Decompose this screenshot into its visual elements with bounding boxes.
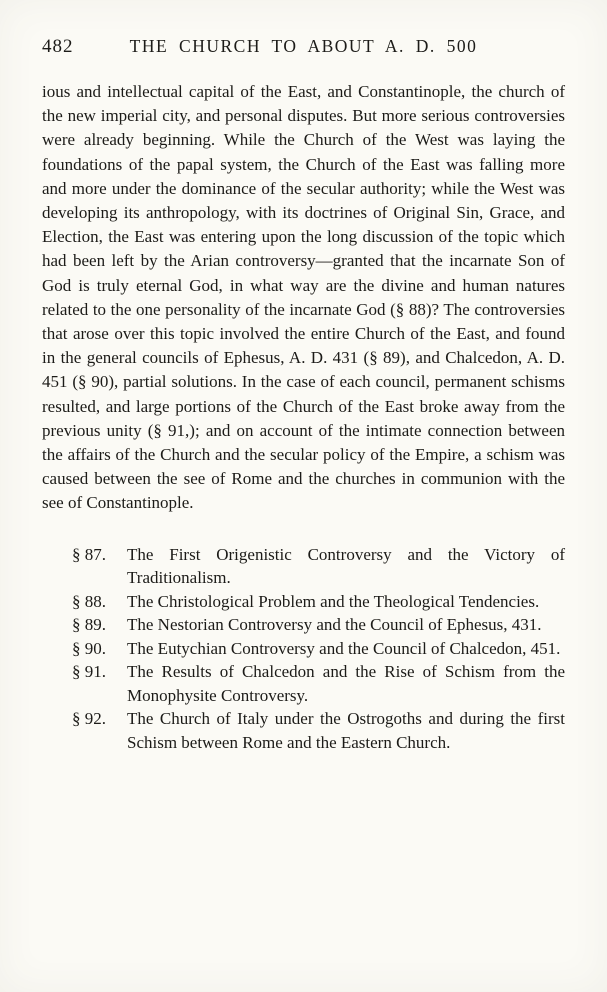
- section-entry-89: [72, 613, 565, 637]
- section-entry-87: [72, 543, 565, 590]
- section-title: The First Origenistic Controversy and the Victory of Traditionalism.: [127, 544, 565, 588]
- section-title: The Christological Problem and the Theological Tendencies.: [127, 591, 540, 611]
- body-paragraph: ious and intellectual capital of the East, and Constantinople, the church of the new imperial city, and personal disputes. But more serious controversies were already beginning. While the Church of the West was laying the foundations of the papal system, the Church of the East was falling more and more under the dominance of the secular authority; while the West was developing its anthropology, with its doctrines of Original Sin, Grace, and Election, the East was entering upon the long discussion of the topic which had been left by the Arian controversy—granted that the incarnate Son of God is truly eternal God, in what way are the divine and human natures related to the one personality of the incarnate God (§ 88)? The controversies that arose over this topic involved the entire Church of the East, and found in the general councils of Ephesus, A. D. 431 (§ 89), and Chalcedon, A. D. 451 (§ 90), partial solutions. In the case of each council, permanent schisms resulted, and large portions of the Church of the East broke away from the previous unity (§ 91,); and on account of the intimate connection between the affairs of the Church and the secular policy of the Empire, a schism was caused between the see of Rome and the churches in communion with the see of Constantinople.: [42, 82, 565, 513]
- section-number: § 87.: [72, 544, 106, 564]
- section-list: [42, 543, 565, 755]
- section-title: The Eutychian Controversy and the Council of Chalcedon, 451.: [127, 638, 561, 658]
- section-title: The Nestorian Controversy and the Council of Ephesus, 431.: [127, 615, 542, 635]
- section-entry-90: [72, 637, 565, 661]
- page-header: [42, 34, 565, 62]
- section-title: The Results of Chalcedon and the Rise of Schism from the Monophysite Controversy.: [127, 662, 565, 705]
- section-title: The Church of Italy under the Ostrogoths and during the first Schism between Rome and the Eastern Church.: [127, 709, 565, 752]
- section-number: § 92.: [72, 709, 106, 729]
- section-number: § 90.: [72, 638, 106, 658]
- section-entry-91: [72, 660, 565, 707]
- section-number: § 91.: [72, 662, 106, 682]
- section-number: § 88.: [72, 591, 106, 611]
- page-number: 482: [42, 36, 74, 57]
- running-head: THE CHURCH TO ABOUT A. D. 500: [129, 36, 478, 56]
- section-entry-92: [72, 707, 565, 754]
- section-entry-88: [72, 590, 565, 614]
- section-number: § 89.: [72, 615, 106, 635]
